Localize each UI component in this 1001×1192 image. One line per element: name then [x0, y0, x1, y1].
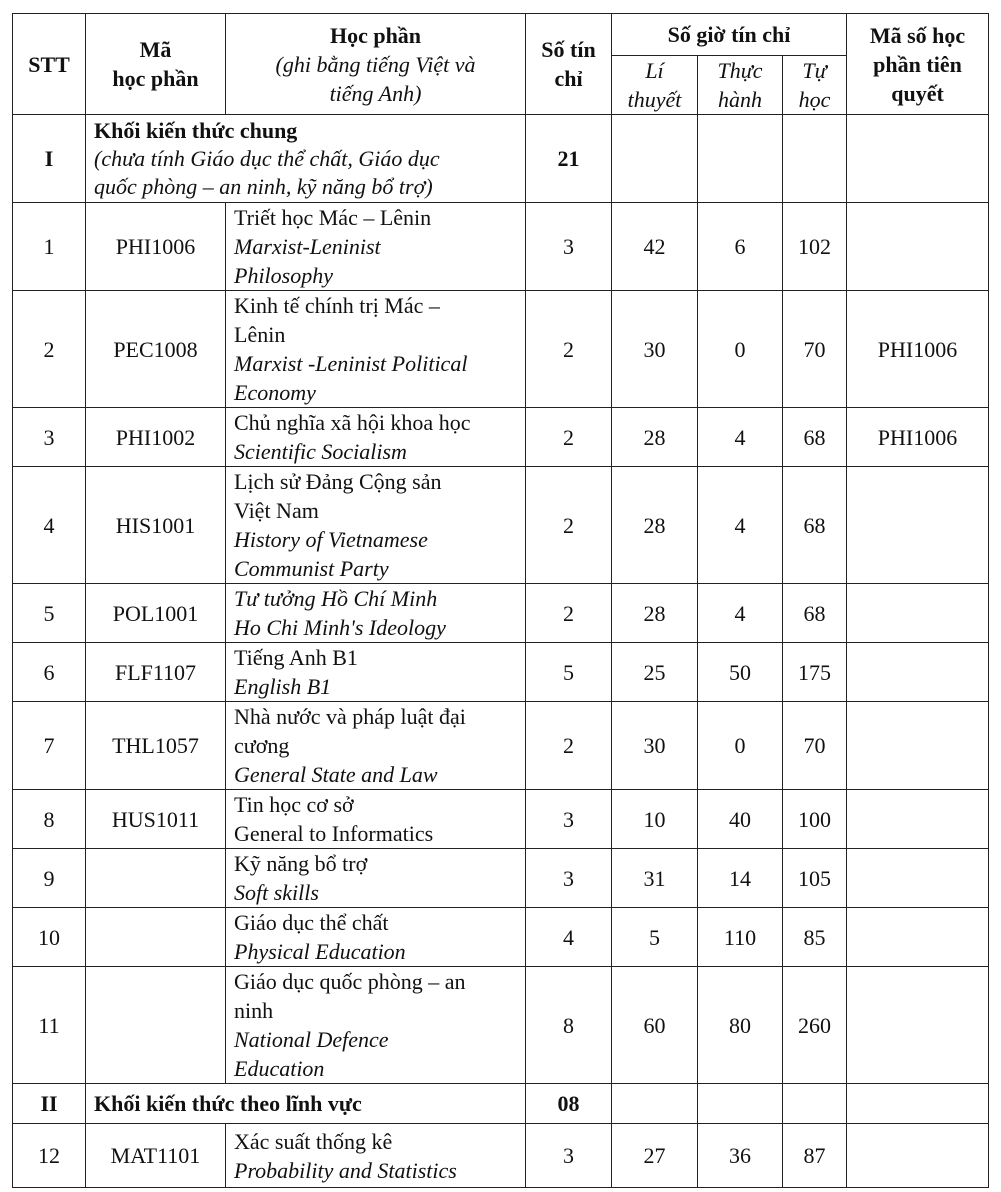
course-theory-hours: 25 [612, 643, 698, 702]
course-row [13, 643, 989, 702]
course-prerequisite: PHI1006 [847, 408, 989, 467]
course-credits: 2 [526, 584, 612, 643]
course-practice-hours: 36 [698, 1124, 783, 1188]
table-header [13, 14, 989, 115]
course-name-line: Ho Chi Minh's Ideology [234, 615, 446, 640]
header-prerequisite-line3: quyết [891, 80, 944, 106]
course-name-line: Lịch sử Đảng Cộng sản [234, 469, 442, 494]
course-name-line: Tư tưởng Hồ Chí Minh [234, 586, 438, 611]
group-roman: I [13, 115, 86, 203]
group-credits: 08 [526, 1084, 612, 1124]
course-self-study-hours: 70 [783, 702, 847, 790]
course-self-study-hours: 68 [783, 408, 847, 467]
header-course-code-line2: học phần [112, 66, 199, 91]
group-prereq-empty [847, 115, 989, 203]
header-theory-line2: thuyết [627, 87, 682, 112]
course-practice-hours: 110 [698, 908, 783, 967]
group-credits: 21 [526, 115, 612, 203]
course-name-line: General State and Law [234, 762, 438, 787]
course-name-line: cương [234, 733, 290, 758]
course-name [226, 203, 526, 291]
header-prerequisite-line1: Mã số học [869, 22, 966, 48]
course-practice-hours: 40 [698, 790, 783, 849]
course-stt: 11 [13, 967, 86, 1084]
course-name [226, 408, 526, 467]
course-credits: 2 [526, 408, 612, 467]
course-credits: 3 [526, 203, 612, 291]
course-prerequisite [847, 643, 989, 702]
course-row [13, 702, 989, 790]
course-code: POL1001 [86, 584, 226, 643]
course-name [226, 908, 526, 967]
course-row [13, 967, 989, 1084]
course-name [226, 643, 526, 702]
course-self-study-hours: 87 [783, 1124, 847, 1188]
course-theory-hours: 10 [612, 790, 698, 849]
course-stt: 1 [13, 203, 86, 291]
course-name-line: Marxist -Leninist Political [234, 351, 468, 376]
course-stt: 4 [13, 467, 86, 584]
group-empty-cell [847, 1084, 989, 1124]
header-theory-line1: Lí [645, 58, 664, 83]
course-practice-hours: 6 [698, 203, 783, 291]
course-code: HUS1011 [86, 790, 226, 849]
course-name-line: History of Vietnamese [234, 527, 428, 552]
course-row [13, 1124, 989, 1188]
course-credits: 3 [526, 1124, 612, 1188]
course-credits: 5 [526, 643, 612, 702]
course-name-line: Kỹ năng bổ trợ [234, 851, 368, 876]
course-name-line: Nhà nước và pháp luật đại [234, 704, 466, 729]
course-row [13, 467, 989, 584]
course-self-study-hours: 85 [783, 908, 847, 967]
course-stt: 5 [13, 584, 86, 643]
course-name-line: Giáo dục thể chất [234, 910, 389, 935]
course-self-study-hours: 100 [783, 790, 847, 849]
course-stt: 7 [13, 702, 86, 790]
course-name-line: National Defence [234, 1027, 389, 1052]
course-row [13, 203, 989, 291]
course-theory-hours: 31 [612, 849, 698, 908]
course-name-line: General to Informatics [234, 821, 434, 846]
course-code [86, 849, 226, 908]
course-self-study-hours: 102 [783, 203, 847, 291]
course-practice-hours: 4 [698, 467, 783, 584]
course-name-line: Lênin [234, 322, 286, 347]
header-practice [698, 56, 783, 115]
course-self-study-hours: 175 [783, 643, 847, 702]
course-stt: 12 [13, 1124, 86, 1188]
header-prerequisite [847, 14, 989, 115]
group-self-empty [783, 115, 847, 203]
header-stt: STT [13, 14, 86, 115]
course-name [226, 584, 526, 643]
group-empty-cell [612, 1084, 698, 1124]
group-row-field [13, 1084, 989, 1124]
course-code: PEC1008 [86, 291, 226, 408]
course-name-line: Probability and Statistics [234, 1157, 457, 1183]
course-prerequisite [847, 1124, 989, 1188]
header-course-code [86, 14, 226, 115]
course-row [13, 908, 989, 967]
course-name-line: Scientific Socialism [234, 439, 407, 464]
course-theory-hours: 60 [612, 967, 698, 1084]
course-name-line: Economy [234, 380, 316, 405]
header-self-study-line2: học [798, 87, 831, 112]
group-practice-empty [698, 115, 783, 203]
course-theory-hours: 28 [612, 584, 698, 643]
course-self-study-hours: 70 [783, 291, 847, 408]
course-practice-hours: 4 [698, 584, 783, 643]
header-theory [612, 56, 698, 115]
course-stt: 3 [13, 408, 86, 467]
course-practice-hours: 0 [698, 291, 783, 408]
header-prerequisite-line2: phần tiên [873, 51, 962, 77]
header-credit-hours: Số giờ tín chỉ [612, 14, 847, 56]
course-stt: 6 [13, 643, 86, 702]
course-name-line: English B1 [234, 674, 332, 699]
course-name-line: Việt Nam [234, 498, 319, 523]
course-name-line: Communist Party [234, 556, 389, 581]
course-name-line: Giáo dục quốc phòng – an [234, 969, 466, 994]
course-code: HIS1001 [86, 467, 226, 584]
header-course [226, 14, 526, 115]
course-name-line: Triết học Mác – Lênin [234, 205, 432, 230]
course-row [13, 408, 989, 467]
header-credits-line1: Số tín [541, 37, 596, 62]
course-name-line: Physical Education [234, 939, 406, 964]
course-code: PHI1006 [86, 203, 226, 291]
course-code [86, 908, 226, 967]
course-self-study-hours: 68 [783, 467, 847, 584]
course-self-study-hours: 68 [783, 584, 847, 643]
course-name [226, 967, 526, 1084]
header-course-note-line1: (ghi bằng tiếng Việt và [275, 51, 476, 77]
course-theory-hours: 30 [612, 291, 698, 408]
course-code: FLF1107 [86, 643, 226, 702]
header-self-study-line1: Tự [802, 58, 827, 83]
group-title: Khối kiến thức chung [94, 117, 298, 143]
course-stt: 9 [13, 849, 86, 908]
group-row-general [13, 115, 989, 203]
group-title: Khối kiến thức theo lĩnh vực [86, 1084, 526, 1124]
course-name-line: ninh [234, 998, 274, 1023]
course-row [13, 291, 989, 408]
table-body [13, 115, 989, 1188]
course-theory-hours: 27 [612, 1124, 698, 1188]
course-prerequisite [847, 908, 989, 967]
header-practice-line1: Thực [717, 58, 763, 83]
group-note-line1: (chưa tính Giáo dục thể chất, Giáo dục [94, 145, 440, 171]
course-credits: 8 [526, 967, 612, 1084]
course-row [13, 849, 989, 908]
course-row [13, 790, 989, 849]
course-name-line: Chủ nghĩa xã hội khoa học [234, 410, 471, 435]
course-code: THL1057 [86, 702, 226, 790]
course-practice-hours: 4 [698, 408, 783, 467]
course-theory-hours: 42 [612, 203, 698, 291]
course-practice-hours: 80 [698, 967, 783, 1084]
course-row [13, 584, 989, 643]
course-prerequisite [847, 790, 989, 849]
course-theory-hours: 28 [612, 408, 698, 467]
course-name [226, 291, 526, 408]
course-credits: 3 [526, 849, 612, 908]
course-prerequisite [847, 203, 989, 291]
group-theory-empty [612, 115, 698, 203]
course-stt: 2 [13, 291, 86, 408]
course-credits: 4 [526, 908, 612, 967]
course-name [226, 702, 526, 790]
header-course-note-line2: tiếng Anh) [329, 80, 422, 106]
course-prerequisite [847, 467, 989, 584]
header-course-code-line1: Mã [139, 37, 172, 62]
course-name-line: Kinh tế chính trị Mác – [234, 293, 440, 318]
header-credits [526, 14, 612, 115]
group-note-line2: quốc phòng – an ninh, kỹ năng bổ trợ) [94, 173, 433, 199]
header-practice-line2: hành [718, 87, 762, 112]
course-name-line: Xác suất thống kê [234, 1128, 393, 1154]
course-name [226, 467, 526, 584]
course-theory-hours: 30 [612, 702, 698, 790]
course-credits: 2 [526, 467, 612, 584]
course-stt: 10 [13, 908, 86, 967]
course-name [226, 1124, 526, 1188]
course-prerequisite [847, 702, 989, 790]
course-credits: 3 [526, 790, 612, 849]
course-name-line: Soft skills [234, 880, 319, 905]
course-name-line: Tin học cơ sở [234, 792, 354, 817]
course-name [226, 790, 526, 849]
course-name-line: Philosophy [234, 263, 333, 288]
group-title-cell [86, 115, 526, 203]
course-prerequisite [847, 849, 989, 908]
header-credits-line2: chỉ [554, 66, 583, 91]
course-prerequisite [847, 584, 989, 643]
course-name-line: Education [234, 1056, 325, 1081]
course-self-study-hours: 260 [783, 967, 847, 1084]
course-stt: 8 [13, 790, 86, 849]
course-self-study-hours: 105 [783, 849, 847, 908]
header-course-title: Học phần [329, 22, 422, 48]
header-self-study [783, 56, 847, 115]
course-practice-hours: 14 [698, 849, 783, 908]
course-theory-hours: 5 [612, 908, 698, 967]
course-prerequisite: PHI1006 [847, 291, 989, 408]
course-name-line: Tiếng Anh B1 [234, 645, 358, 670]
course-code [86, 967, 226, 1084]
course-prerequisite [847, 967, 989, 1084]
course-name-line: Marxist-Leninist [234, 234, 381, 259]
course-credits: 2 [526, 702, 612, 790]
course-practice-hours: 0 [698, 702, 783, 790]
course-practice-hours: 50 [698, 643, 783, 702]
course-code: MAT1101 [86, 1124, 226, 1188]
course-name [226, 849, 526, 908]
course-credits: 2 [526, 291, 612, 408]
course-theory-hours: 28 [612, 467, 698, 584]
course-code: PHI1002 [86, 408, 226, 467]
group-empty-cell [783, 1084, 847, 1124]
curriculum-table [12, 13, 989, 1188]
group-empty-cell [698, 1084, 783, 1124]
group-roman: II [13, 1084, 86, 1124]
